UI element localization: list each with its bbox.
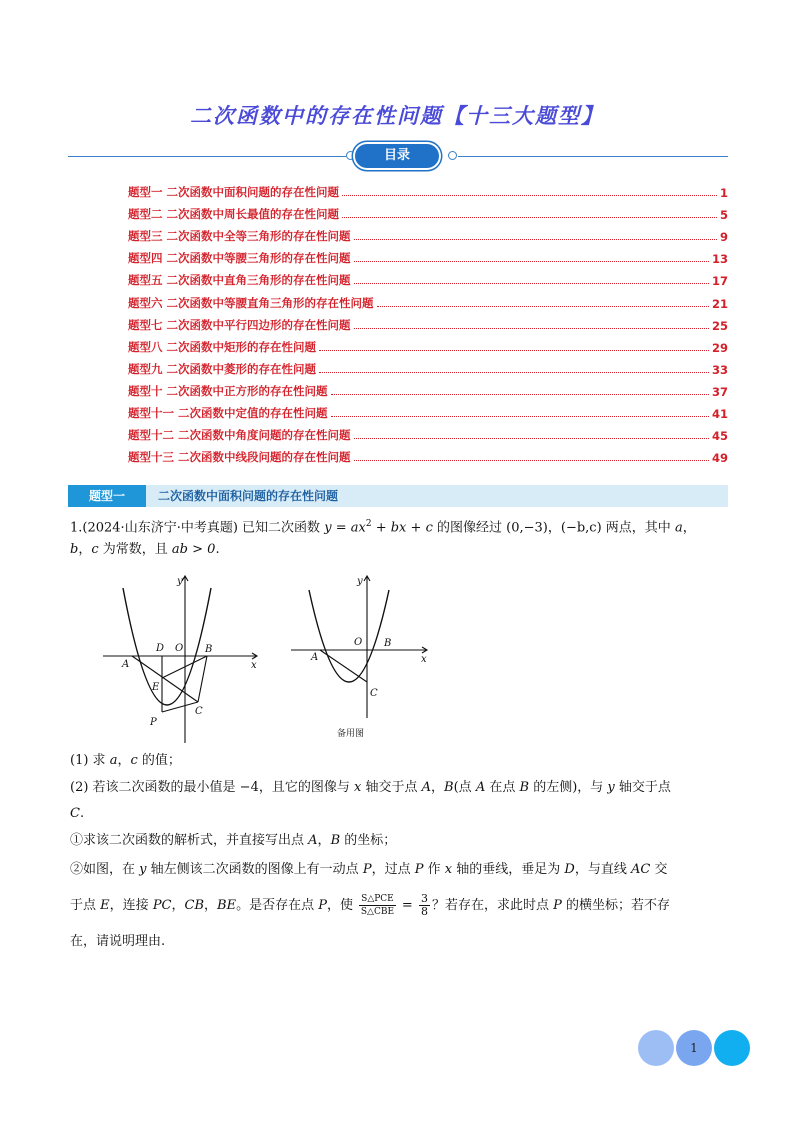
- toc-entry-page: 25: [711, 318, 728, 333]
- document-title: 二次函数中的存在性问题【十三大题型】: [190, 104, 604, 128]
- toc-header-ring-right: [448, 151, 457, 160]
- point-text: (0,−3): [506, 520, 548, 536]
- toc-entry[interactable]: [128, 244, 728, 266]
- toc-entry-page: 49: [711, 451, 728, 466]
- toc-leader-dots: [354, 438, 709, 439]
- fig1-label-e: E: [152, 682, 160, 693]
- fig2-label-x: x: [421, 654, 427, 665]
- question-text: 两点，其中: [605, 520, 671, 536]
- part-1: (1) 求 a，c 的值；: [70, 753, 181, 768]
- fig2-label-c: C: [370, 688, 378, 699]
- toc-header-line-left: [68, 156, 346, 157]
- parabola-main: [123, 588, 211, 705]
- section-header: [68, 485, 728, 507]
- condition-text: ab > 0: [171, 542, 216, 557]
- fig1-label-c: C: [195, 706, 203, 717]
- toc-entry[interactable]: [128, 421, 728, 443]
- sub-question-2-end: 在，请说明理由.: [70, 934, 166, 949]
- sub-question-2-cont: 于点 E，连接 PC，CB，BE。是否存在点 P，使 $\frac{\text{S△PCE}}{\text{S△CBE}}$ = $\frac{3}{8}$ ？若存在，求此时点 P 的横坐标；若不存: [70, 892, 670, 918]
- toc-leader-dots: [319, 350, 709, 351]
- question-text: ，与直线: [574, 862, 627, 877]
- toc-leader-dots: [354, 328, 709, 329]
- toc-leader-dots: [342, 195, 717, 196]
- line-cb: [198, 656, 207, 702]
- question-text: 轴交于点: [618, 780, 671, 795]
- toc-header-ring-left: [346, 151, 355, 160]
- question-text: 的左侧)，与: [533, 780, 604, 795]
- question-text: ，连接: [109, 898, 149, 913]
- toc-entry[interactable]: [128, 311, 728, 333]
- fig1-label-b: B: [205, 644, 213, 655]
- toc-leader-dots: [331, 394, 709, 395]
- toc-leader-dots: [354, 239, 717, 240]
- toc-entry-page: 1: [719, 186, 728, 201]
- fig1-label-a: A: [122, 659, 130, 670]
- toc-entry-page: 33: [711, 362, 728, 377]
- question-text: 轴交于点: [365, 780, 418, 795]
- toc-leader-dots: [377, 306, 709, 307]
- point-text: (−b,c): [560, 520, 602, 536]
- parabola-backup: [309, 590, 392, 682]
- toc-entry-page: 21: [711, 296, 728, 311]
- fig1-label-y: y: [177, 576, 183, 587]
- toc-entry-label: 题型十三 二次函数中线段问题的存在性问题: [128, 450, 351, 465]
- fig2-label-b: B: [384, 638, 392, 649]
- toc-entry-page: 41: [711, 407, 728, 422]
- question-text: 轴左侧该二次函数的图像上有一动点: [150, 862, 359, 877]
- page-number: 1: [690, 1041, 698, 1055]
- toc-entry-page: 45: [711, 429, 728, 444]
- line-pc: [162, 702, 198, 712]
- function-graphs: [95, 568, 455, 748]
- question-text: ①求该二次函数的解析式，并直接写出点: [70, 833, 305, 848]
- toc-leader-dots: [342, 217, 717, 218]
- toc-entry[interactable]: [128, 222, 728, 244]
- part-2-cont: C.: [70, 806, 85, 821]
- toc-entry-label: 题型十 二次函数中正方形的存在性问题: [128, 383, 328, 398]
- toc-entry[interactable]: [128, 266, 728, 288]
- toc-entry-page: 17: [711, 274, 728, 289]
- ratio-value: $\frac{3}{8}$: [420, 892, 428, 918]
- page-number-badge: [638, 1028, 756, 1068]
- toc-entry[interactable]: [128, 178, 728, 200]
- area-ratio-fraction: $\frac{\text{S△PCE}}{\text{S△CBE}}$: [360, 894, 395, 917]
- backup-figure-caption: 备用图: [337, 729, 365, 739]
- question-text: ？若存在，求此时点: [431, 898, 549, 913]
- toc-entry-label: 题型十一 二次函数中定值的存在性问题: [128, 406, 328, 421]
- question-text: (点: [453, 780, 472, 795]
- question-text: 的横坐标；若不存: [565, 898, 670, 913]
- question-line-1: 1.(2024·山东济宁·中考真题) 已知二次函数 $y = ax^2$ + bx + c 的图像经过 (0,−3)，(−b,c) 两点，其中 a，: [70, 519, 696, 536]
- toc-entry[interactable]: [128, 333, 728, 355]
- fig1-label-x: x: [251, 660, 257, 671]
- toc-entry-label: 题型一 二次函数中面积问题的存在性问题: [128, 185, 340, 200]
- sub-question-1: ①求该二次函数的解析式，并直接写出点 A，B 的坐标；: [70, 833, 397, 848]
- table-of-contents: [128, 178, 728, 465]
- toc-leader-dots: [354, 261, 709, 262]
- toc-entry-page: 37: [711, 384, 728, 399]
- toc-entry[interactable]: [128, 443, 728, 465]
- figures: [95, 568, 455, 748]
- question-text: 的坐标；: [344, 833, 397, 848]
- question-text: ②如图，在: [70, 862, 136, 877]
- toc-entry-page: 13: [711, 252, 728, 267]
- toc-leader-dots: [331, 416, 709, 417]
- question-text: (2) 若该二次函数的最小值是 −4，且它的图像与: [70, 780, 350, 795]
- page-badge-circle: [638, 1030, 674, 1066]
- toc-entry[interactable]: [128, 200, 728, 222]
- toc-entry[interactable]: [128, 399, 728, 421]
- toc-entry-label: 题型八 二次函数中矩形的存在性问题: [128, 339, 317, 354]
- question-text: 于点: [70, 898, 97, 913]
- sub-question-2: ②如图，在 y 轴左侧该二次函数的图像上有一动点 P，过点 P 作 x 轴的垂线，垂足为 D，与直线 AC 交: [70, 862, 668, 877]
- toc-entry-label: 题型六 二次函数中等腰直角三角形的存在性问题: [128, 295, 374, 310]
- question-text: 在点: [489, 780, 516, 795]
- toc-entry-page: 29: [711, 340, 728, 355]
- question-text: 轴的垂线，垂足为: [456, 862, 561, 877]
- question-line-2: b，c 为常数，且 ab > 0.: [70, 542, 220, 557]
- toc-header-line-right: [458, 156, 728, 157]
- part-2: (2) 若该二次函数的最小值是 −4，且它的图像与 x 轴交于点 A，B(点 A 在点 B 的左侧)，与 y 轴交于点: [70, 780, 671, 795]
- toc-entry-label: 题型二 二次函数中周长最值的存在性问题: [128, 207, 340, 222]
- question-text: 的值；: [141, 753, 181, 768]
- page-badge-circle: [714, 1030, 750, 1066]
- toc-entry-label: 题型三 二次函数中全等三角形的存在性问题: [128, 229, 351, 244]
- fig1-label-p: P: [150, 717, 157, 728]
- question-text: 的图像经过: [436, 520, 502, 536]
- toc-entry[interactable]: [128, 288, 728, 310]
- toc-entry[interactable]: [128, 355, 728, 377]
- question-text: (1) 求: [70, 753, 106, 768]
- toc-leader-dots: [354, 283, 709, 284]
- section-name: 二次函数中面积问题的存在性问题: [158, 489, 339, 503]
- toc-label: 目录: [355, 144, 439, 168]
- toc-entry-label: 题型五 二次函数中直角三角形的存在性问题: [128, 273, 351, 288]
- toc-header: [68, 144, 728, 170]
- toc-entry[interactable]: [128, 377, 728, 399]
- toc-entry-page: 9: [719, 230, 728, 245]
- line-ac: [320, 650, 367, 682]
- question-text: ，使: [327, 898, 354, 913]
- question-text: ，过点: [371, 862, 411, 877]
- toc-leader-dots: [354, 460, 709, 461]
- toc-entry-label: 题型十二 二次函数中角度问题的存在性问题: [128, 428, 351, 443]
- fig1-label-d: D: [156, 643, 165, 654]
- question-text: 为常数，且: [102, 542, 168, 557]
- question-text: 作: [427, 862, 441, 877]
- toc-entry-page: 5: [719, 208, 728, 223]
- question-text: 交: [654, 862, 668, 877]
- fig2-label-y: y: [357, 576, 363, 587]
- fig1-label-o: O: [175, 643, 184, 654]
- toc-entry-label: 题型九 二次函数中菱形的存在性问题: [128, 361, 317, 376]
- fig2-label-o: O: [354, 637, 363, 648]
- question-source: (2024·山东济宁·中考真题): [82, 520, 238, 536]
- question-number: 1.: [70, 520, 83, 536]
- toc-leader-dots: [319, 372, 709, 373]
- question-text: 已知二次函数: [242, 520, 321, 536]
- question-text: 。是否存在点: [236, 898, 315, 913]
- toc-entry-label: 题型七 二次函数中平行四边形的存在性问题: [128, 317, 351, 332]
- fig2-label-a: A: [311, 652, 319, 663]
- section-tag: 题型一: [68, 485, 146, 507]
- toc-entry-label: 题型四 二次函数中等腰三角形的存在性问题: [128, 251, 351, 266]
